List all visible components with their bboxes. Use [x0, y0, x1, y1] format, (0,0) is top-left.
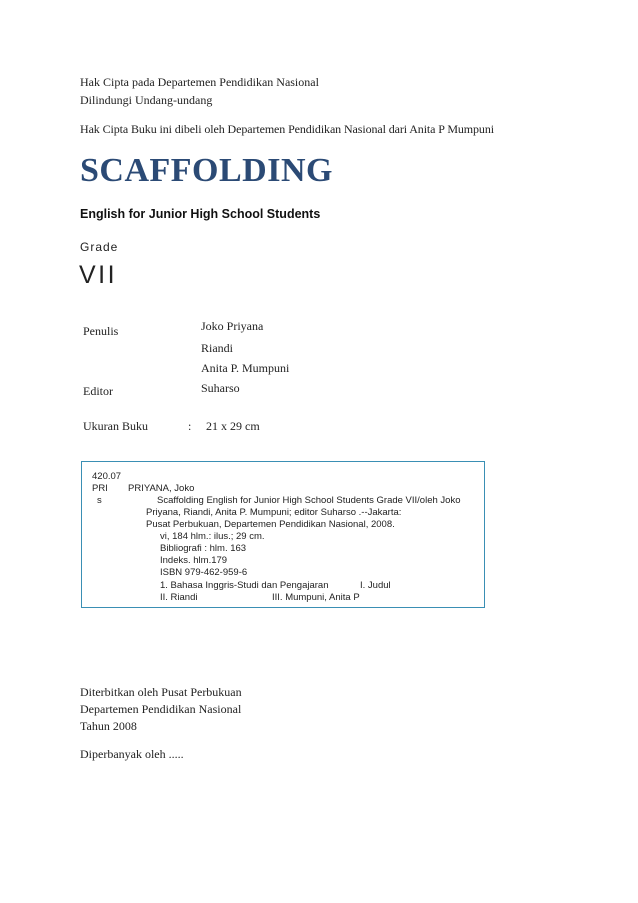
catalog-line-4: vi, 184 hlm.: ilus.; 29 cm. — [160, 531, 265, 542]
catalog-line-1: Scaffolding English for Junior High School Students Grade VII/oleh Joko — [157, 495, 461, 506]
catalog-subject-3: III. Mumpuni, Anita P — [272, 592, 360, 603]
book-subtitle: English for Junior High School Students — [80, 207, 321, 221]
catalog-box — [81, 461, 485, 608]
grade-value: VII — [79, 261, 118, 289]
catalog-call-number-3: s — [97, 495, 102, 506]
catalog-line-2: Priyana, Riandi, Anita P. Mumpuni; editor Suharso .--Jakarta: — [146, 507, 402, 518]
editor-name: Suharso — [201, 381, 240, 395]
copyright-line-1: Hak Cipta pada Departemen Pendidikan Nasional — [80, 75, 319, 89]
catalog-line-7: ISBN 979-462-959-6 — [160, 567, 248, 578]
publisher-line-3: Tahun 2008 — [80, 719, 137, 733]
writer-name-2: Riandi — [201, 341, 233, 355]
catalog-subject-2: II. Riandi — [160, 592, 198, 603]
writer-name-3: Anita P. Mumpuni — [201, 361, 290, 375]
size-label: Ukuran Buku — [83, 419, 148, 433]
copyright-line-3: Hak Cipta Buku ini dibeli oleh Departemen Pendidikan Nasional dari Anita P Mumpuni — [80, 122, 494, 136]
publisher-line-4: Diperbanyak oleh ..... — [80, 747, 184, 761]
catalog-subject-title: I. Judul — [360, 580, 391, 591]
publisher-line-2: Departemen Pendidikan Nasional — [80, 702, 242, 716]
catalog-call-number-2: PRI — [92, 483, 108, 494]
catalog-author: PRIYANA, Joko — [128, 483, 195, 494]
catalog-line-5: Bibliografi : hlm. 163 — [160, 543, 247, 554]
catalog-call-number-1: 420.07 — [92, 471, 122, 482]
size-separator: : — [188, 419, 192, 433]
writer-name-1: Joko Priyana — [201, 319, 264, 333]
catalog-line-3: Pusat Perbukuan, Departemen Pendidikan Nasional, 2008. — [146, 519, 395, 530]
writer-label: Penulis — [83, 324, 119, 338]
book-title: SCAFFOLDING — [80, 152, 333, 189]
catalog-subject-1: 1. Bahasa Inggris-Studi dan Pengajaran — [160, 580, 329, 591]
grade-label: Grade — [80, 240, 119, 254]
copyright-line-2: Dilindungi Undang-undang — [80, 93, 213, 107]
publisher-line-1: Diterbitkan oleh Pusat Perbukuan — [80, 685, 242, 699]
size-value: 21 x 29 cm — [206, 419, 260, 433]
editor-label: Editor — [83, 384, 113, 398]
catalog-line-6: Indeks. hlm.179 — [160, 555, 228, 566]
